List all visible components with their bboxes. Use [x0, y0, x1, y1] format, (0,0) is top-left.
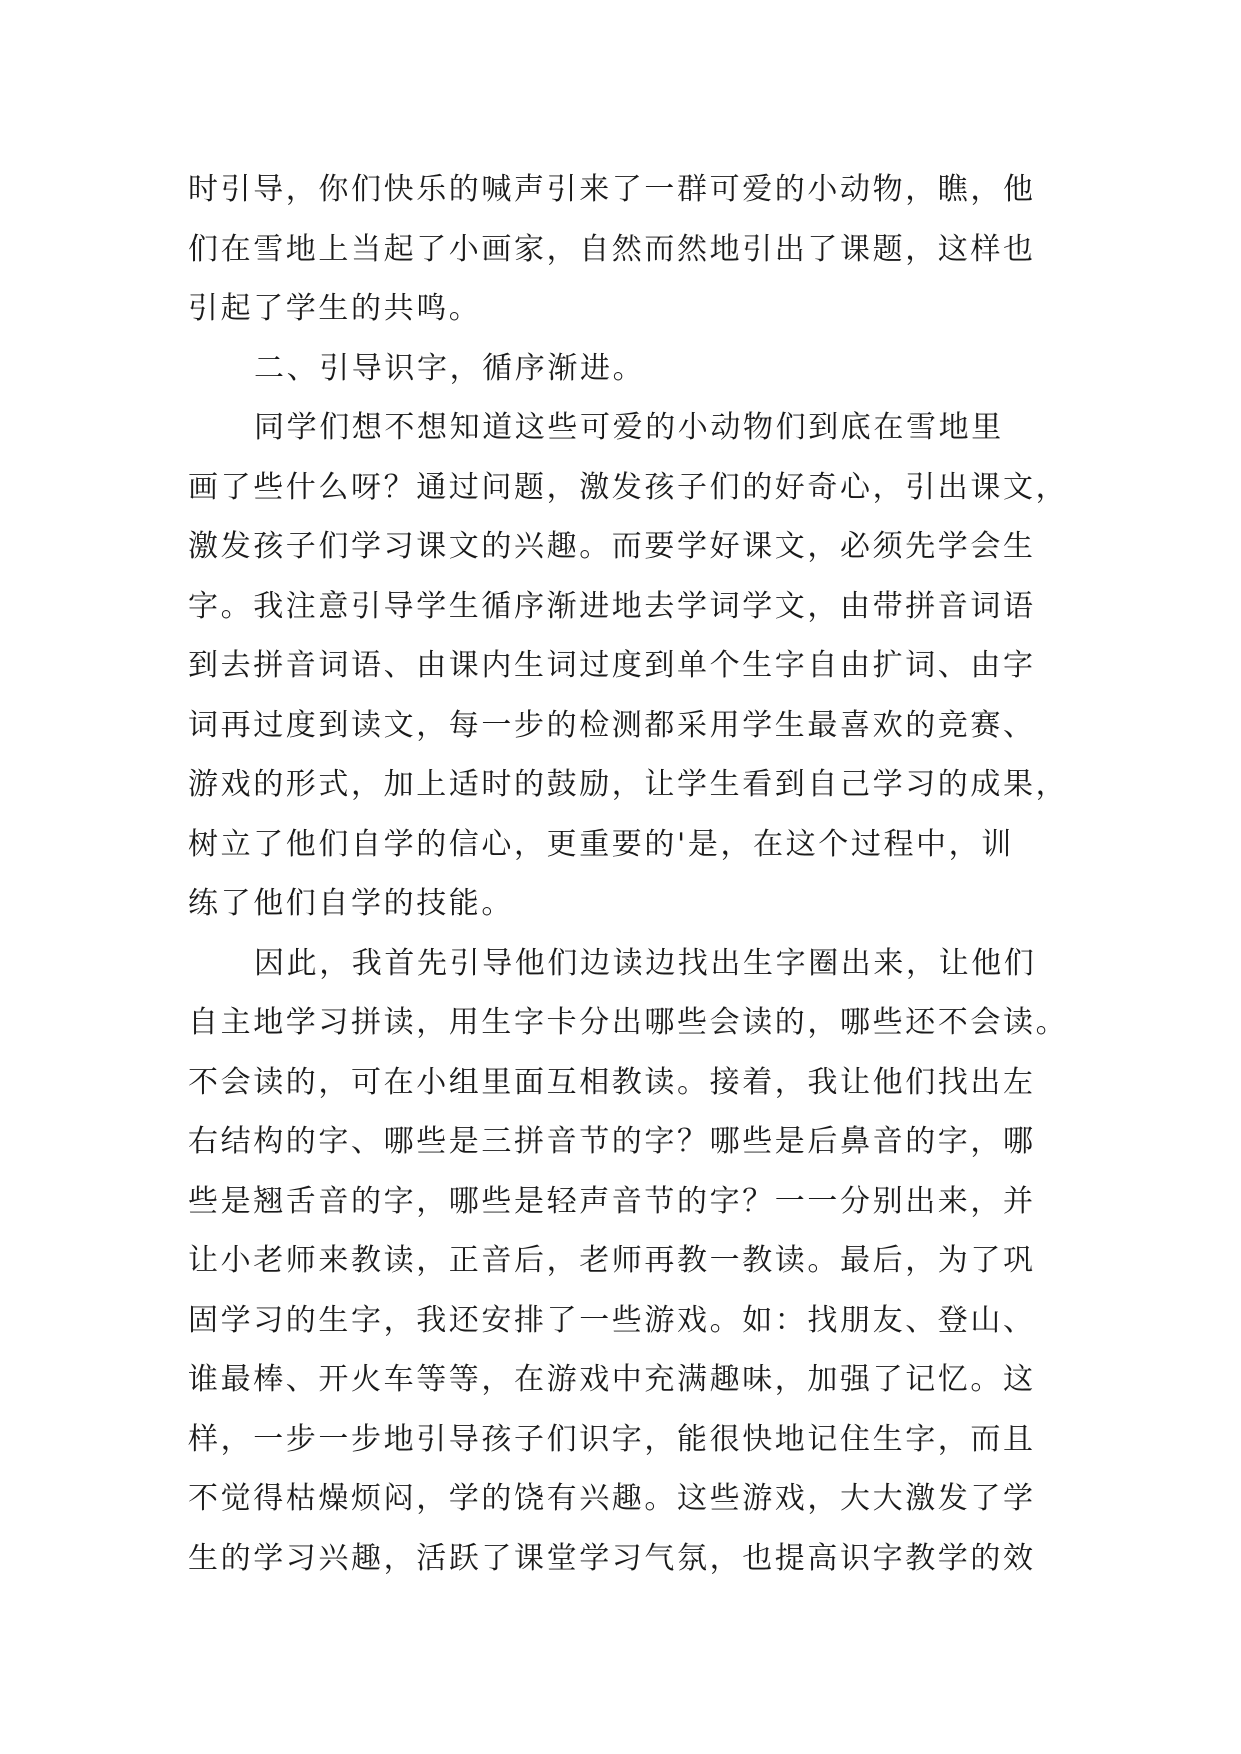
text-line: 激发孩子们学习课文的兴趣。而要学好课文，必须先学会生 — [188, 529, 1036, 564]
text-line: 样，一步一步地引导孩子们识字，能很快地记住生字，而且 — [188, 1421, 1036, 1457]
text-line: 自主地学习拼读，用生字卡分出哪些会读的，哪些还不会读。 — [188, 1005, 1069, 1040]
text-line: 不会读的，可在小组里面互相教读。接着，我让他们找出左 — [188, 1064, 1036, 1100]
text-line: 画了些什么呀？通过问题，激发孩子们的好奇心，引出课文， — [188, 469, 1069, 505]
text-line: 字。我注意引导学生循序渐进地去学词学文，由带拼音词语 — [188, 588, 1036, 624]
text-line: 到去拼音词语、由课内生词过度到单个生字自由扩词、由字 — [188, 648, 1036, 683]
text-line: 让小老师来教读，正音后，老师再教一教读。最后，为了巩 — [188, 1243, 1036, 1278]
text-line: 生的学习兴趣，活跃了课堂学习气氛，也提高识字教学的效 — [188, 1540, 1036, 1576]
text-line: 些是翘舌音的字，哪些是轻声音节的字？一一分别出来，并 — [188, 1183, 1036, 1219]
text-line: 树立了他们自学的信心，更重要的'是，在这个过程中，训 — [188, 826, 1014, 862]
text-line: 练了他们自学的技能。 — [188, 886, 514, 921]
body-text — [188, 160, 1069, 1588]
section-heading: 二、引导识字，循序渐进。 — [254, 350, 646, 386]
text-line: 引起了学生的共鸣。 — [188, 291, 482, 326]
text-line: 谁最棒、开火车等等，在游戏中充满趣味，加强了记忆。这 — [188, 1362, 1036, 1397]
text-line: 固学习的生字，我还安排了一些游戏。如：找朋友、登山、 — [188, 1302, 1036, 1338]
text-line: 时引导，你们快乐的喊声引来了一群可爱的小动物，瞧，他 — [188, 172, 1036, 207]
text-line: 同学们想不想知道这些可爱的小动物们到底在雪地里 — [254, 410, 1004, 445]
text-line: 不觉得枯燥烦闷，学的饶有兴趣。这些游戏，大大激发了学 — [188, 1481, 1036, 1516]
text-line: 因此，我首先引导他们边读边找出生字圈出来，让他们 — [254, 945, 1037, 981]
text-line: 右结构的字、哪些是三拼音节的字？哪些是后鼻音的字，哪 — [188, 1124, 1036, 1159]
text-line: 们在雪地上当起了小画家，自然而然地引出了课题，这样也 — [188, 231, 1036, 267]
text-line: 游戏的形式，加上适时的鼓励，让学生看到自己学习的成果， — [188, 767, 1069, 802]
text-line: 词再过度到读文，每一步的检测都采用学生最喜欢的竞赛、 — [188, 707, 1036, 743]
